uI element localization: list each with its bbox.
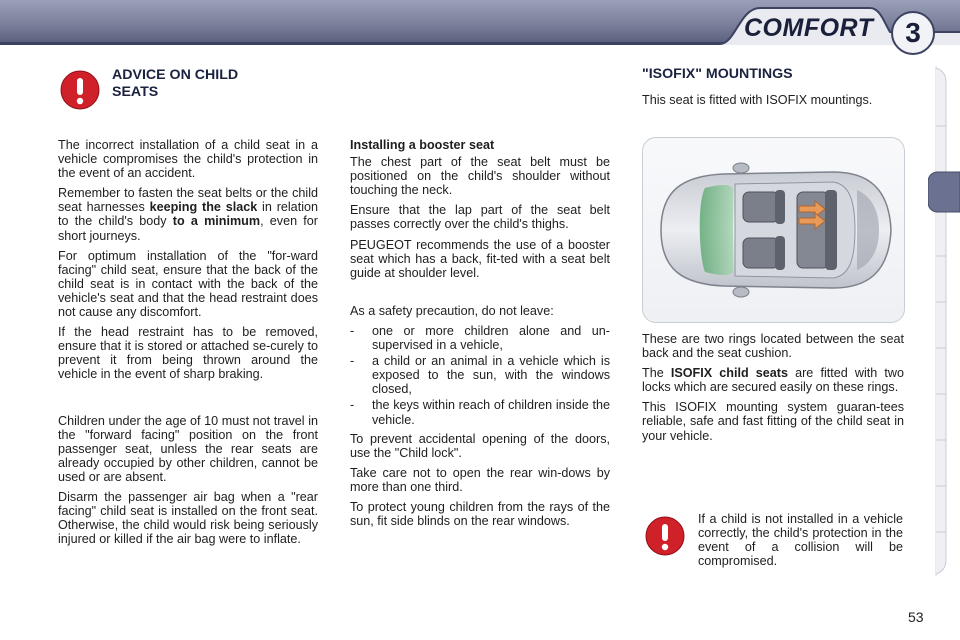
chapter-title: COMFORT <box>744 14 874 42</box>
paragraph: The incorrect installation of a child seat in a vehicle compromises the child's protection in the event of an accident. <box>58 138 318 181</box>
text: Remember to fasten the seat belts or the child seat harnesses <box>58 186 318 215</box>
column-right <box>642 332 904 449</box>
paragraph: These are two rings located between the seat back and the seat cushion. <box>642 332 904 361</box>
paragraph-seatbelt-slack <box>58 186 318 242</box>
text: in relation to the child's body <box>58 200 318 229</box>
advice-heading-line2: SEATS <box>112 84 159 100</box>
dash: - <box>350 354 355 369</box>
advice-heading-line1: ADVICE ON CHILD <box>112 67 239 83</box>
paragraph-isofix-locks <box>642 366 904 394</box>
paragraph: This ISOFIX mounting system guaran-tees reliable, safe and fast fitting of the child seat in your vehicle. <box>642 400 904 443</box>
text: , even for short journeys. <box>58 214 318 243</box>
exclamation-warning-icon <box>645 516 685 556</box>
car-illustration-svg <box>643 138 904 322</box>
booster-seat-subheading: Installing a booster seat <box>350 138 495 152</box>
chapter-tab-strip <box>928 66 960 576</box>
list-item-text: a child or an animal in a vehicle which is exposed to the sun, with the windows closed, <box>372 354 610 397</box>
paragraph: PEUGEOT recommends the use of a booster seat which has a back, fit-ted with a seat belt guide at shoulder level. <box>350 237 610 280</box>
paragraph: As a safety precaution, do not leave: <box>350 303 554 318</box>
paragraph: The chest part of the seat belt must be positioned on the child's shoulder without touching the neck. <box>350 155 610 198</box>
isofix-intro <box>642 93 904 113</box>
text-bold: ISOFIX child seats <box>670 366 788 381</box>
paragraph: Disarm the passenger air bag when a "rear facing" child seat is installed on the front seat. Otherwise, the child would risk being seriously injured or killed if the air bag were to inflate. <box>58 489 318 547</box>
text-bold: to a minimum <box>172 214 261 229</box>
car-top-view-illustration <box>642 137 905 323</box>
column-middle <box>350 138 610 534</box>
list-item <box>350 398 610 426</box>
text-bold: keeping the slack <box>149 200 258 215</box>
paragraph: To prevent accidental opening of the doors, use the "Child lock". <box>350 431 610 460</box>
paragraph: Take care not to open the rear win-dows by more than one third. <box>350 465 610 494</box>
paragraph: For optimum installation of the "for-ward facing" child seat, ensure that the back of the child seat is in contact with the back of the vehicle's seat and that the head restraint does not cause any discomfort. <box>58 248 318 320</box>
column-left <box>58 138 318 552</box>
dash: - <box>350 323 355 338</box>
list-item <box>350 324 610 352</box>
paragraph: This seat is fitted with ISOFIX mountings. <box>642 93 873 107</box>
chapter-number: 3 <box>905 17 921 48</box>
text: The <box>642 366 671 381</box>
advice-heading <box>112 67 238 101</box>
text: are fitted with two locks which are secured easily on these rings. <box>642 366 904 395</box>
paragraph: Children under the age of 10 must not travel in the "forward facing" position on the front passenger seat, unless the rear seats are already occupied by other children, cannot be used or are absent. <box>58 413 318 484</box>
list-item <box>350 354 610 396</box>
list-item-text: the keys within reach of children inside the vehicle. <box>372 398 610 427</box>
paragraph: Ensure that the lap part of the seat belt passes correctly over the child's thighs. <box>350 203 610 232</box>
page-number: 53 <box>908 609 924 625</box>
list-item-text: one or more children alone and un-supervised in a vehicle, <box>372 323 610 353</box>
warning-text: If a child is not installed in a vehicle correctly, the child's protection in the event of a collision will be compromised. <box>698 512 903 569</box>
page-header <box>0 0 960 58</box>
paragraph: If the head restraint has to be removed, ensure that it is stored or attached se-curely to prevent it from being thrown around the vehicle in the event of sharp braking. <box>58 325 318 382</box>
collision-warning <box>698 512 903 574</box>
isofix-heading: "ISOFIX" MOUNTINGS <box>642 66 793 82</box>
paragraph: To protect young children from the rays of the sun, fit side blinds on the rear windows. <box>350 499 610 529</box>
dash: - <box>350 398 355 413</box>
exclamation-warning-icon <box>60 70 100 110</box>
